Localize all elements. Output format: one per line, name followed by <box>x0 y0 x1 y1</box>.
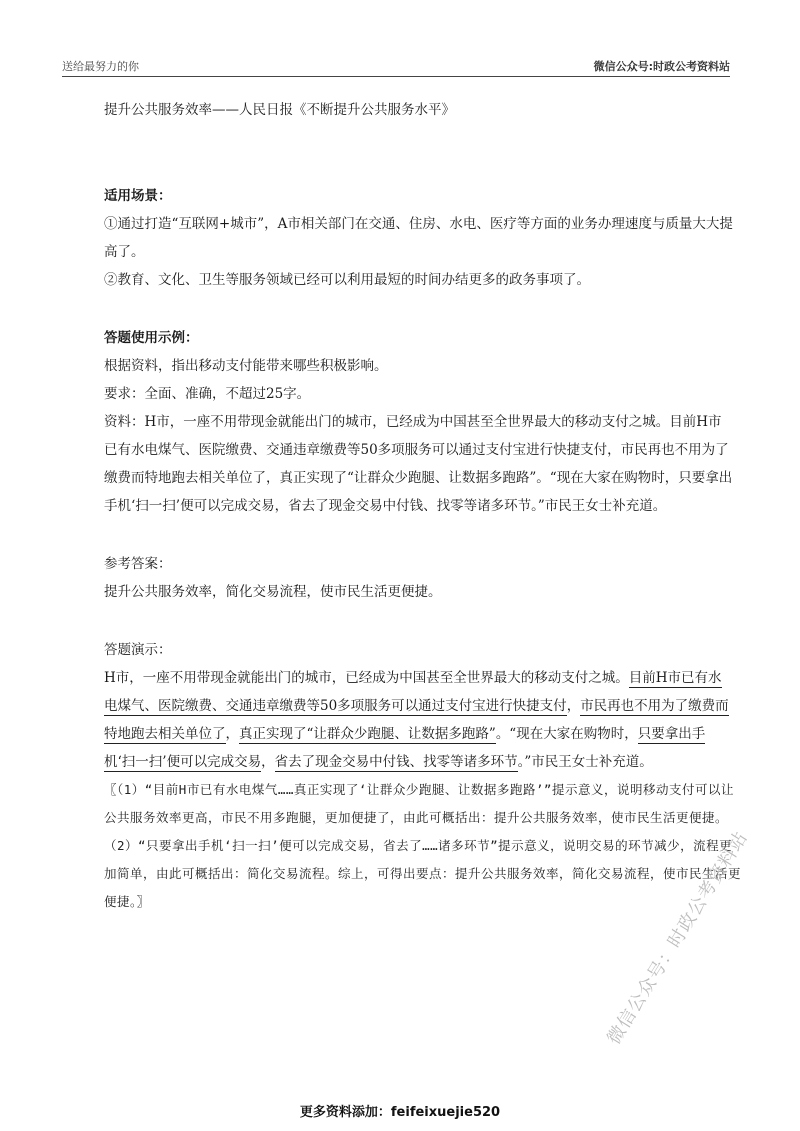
example-heading: 答题使用示例： <box>104 330 199 346</box>
example-requirement: 要求：全面、准确，不超过25字。 <box>104 386 311 402</box>
demo-text-5: ， <box>261 754 275 770</box>
demo-text-1: H市，一座不用带现金就能出门的城市，已经成为中国甚至全世界最大的移动支付之城。 <box>104 670 629 686</box>
header-slogan: 送给最努力的你 <box>62 60 139 73</box>
reference-heading: 参考答案： <box>104 556 172 572</box>
scenario-item-2: ②教育、文化、卫生等服务领域已经可以利用最短的时间办结更多的政务事项了。 <box>104 272 590 288</box>
demo-underline-6: 省去了现金交易中付钱、找零等诸多环节 <box>274 754 518 770</box>
demo-paragraph <box>104 664 734 776</box>
watermark-text: 微信公众号：时政公考资料站 <box>603 827 753 1049</box>
demo-analysis: 〖（1）“目前H市已有水电煤气……真正实现了‘让群众少跑腿、让数据多跑路’”提示意义，说明移动支付可以让公共服务效率更高，市民不用多跑腿，更加便捷了，由此可概括出：提升公共服务效率，使市民生活更便捷。（2）“只要拿出手机‘扫一扫’便可以完成交易，省去了……诸多环节”提示意义，说明交易的环节减少，流程更加简单，由此可概括出：简化交易流程。综上，可得出要点：提升公共服务效率，简化交易流程，使市民生活更便捷。〗 <box>104 782 742 909</box>
header-account: 微信公众号:时政公考资料站 <box>593 60 730 73</box>
demo-underline-5: 只要拿出手机‘扫一扫’便可以完成交易 <box>104 726 706 770</box>
demo-text-3: ， <box>225 726 239 742</box>
demo-heading: 答题演示： <box>104 642 172 658</box>
doc-title: 提升公共服务效率——人民日报《不断提升公共服务水平》 <box>104 102 455 118</box>
demo-underline-4: “让群众少跑腿、让数据多跑路” <box>306 726 496 742</box>
demo-text-6: 。”市民王女士补充道。 <box>517 754 653 770</box>
page-header <box>62 54 730 77</box>
scenarios-heading: 适用场景： <box>104 188 172 204</box>
demo-text-4: 。“现在大家在购物时， <box>495 726 638 742</box>
demo-underline-1: 目前H市已有水电煤气、医院缴费、交通违章缴费等50多项服务可以通过支付宝进行快捷支付 <box>104 670 722 714</box>
document-body <box>104 96 742 916</box>
demo-underline-2: 市民再也不用为了缴费而特地跑去相关单位了 <box>104 698 729 742</box>
example-question: 根据资料，指出移动支付能带来哪些积极影响。 <box>104 358 388 374</box>
demo-underline-3: 真正实现了 <box>239 726 307 742</box>
example-material: 资料：H市，一座不用带现金就能出门的城市，已经成为中国甚至全世界最大的移动支付之城。目前H市已有水电煤气、医院缴费、交通违章缴费等50多项服务可以通过支付宝进行快捷支付，市民再也不用为了缴费而特地跑去相关单位了，真正实现了“让群众少跑腿、让数据多跑路”。“现在大家在购物时，只要拿出手机‘扫一扫’便可以完成交易，省去了现金交易中付钱、找零等诸多环节。”市民王女士补充道。 <box>104 414 733 514</box>
reference-answer: 提升公共服务效率，简化交易流程，使市民生活更便捷。 <box>104 584 442 600</box>
page-footer: 更多资料添加：feifeixuejie520 <box>299 1105 501 1120</box>
demo-text-2: ， <box>566 698 581 714</box>
scenario-item-1: ①通过打造“互联网+城市”，A市相关部门在交通、住房、水电、医疗等方面的业务办理速度与质量大大提高了。 <box>104 216 733 260</box>
